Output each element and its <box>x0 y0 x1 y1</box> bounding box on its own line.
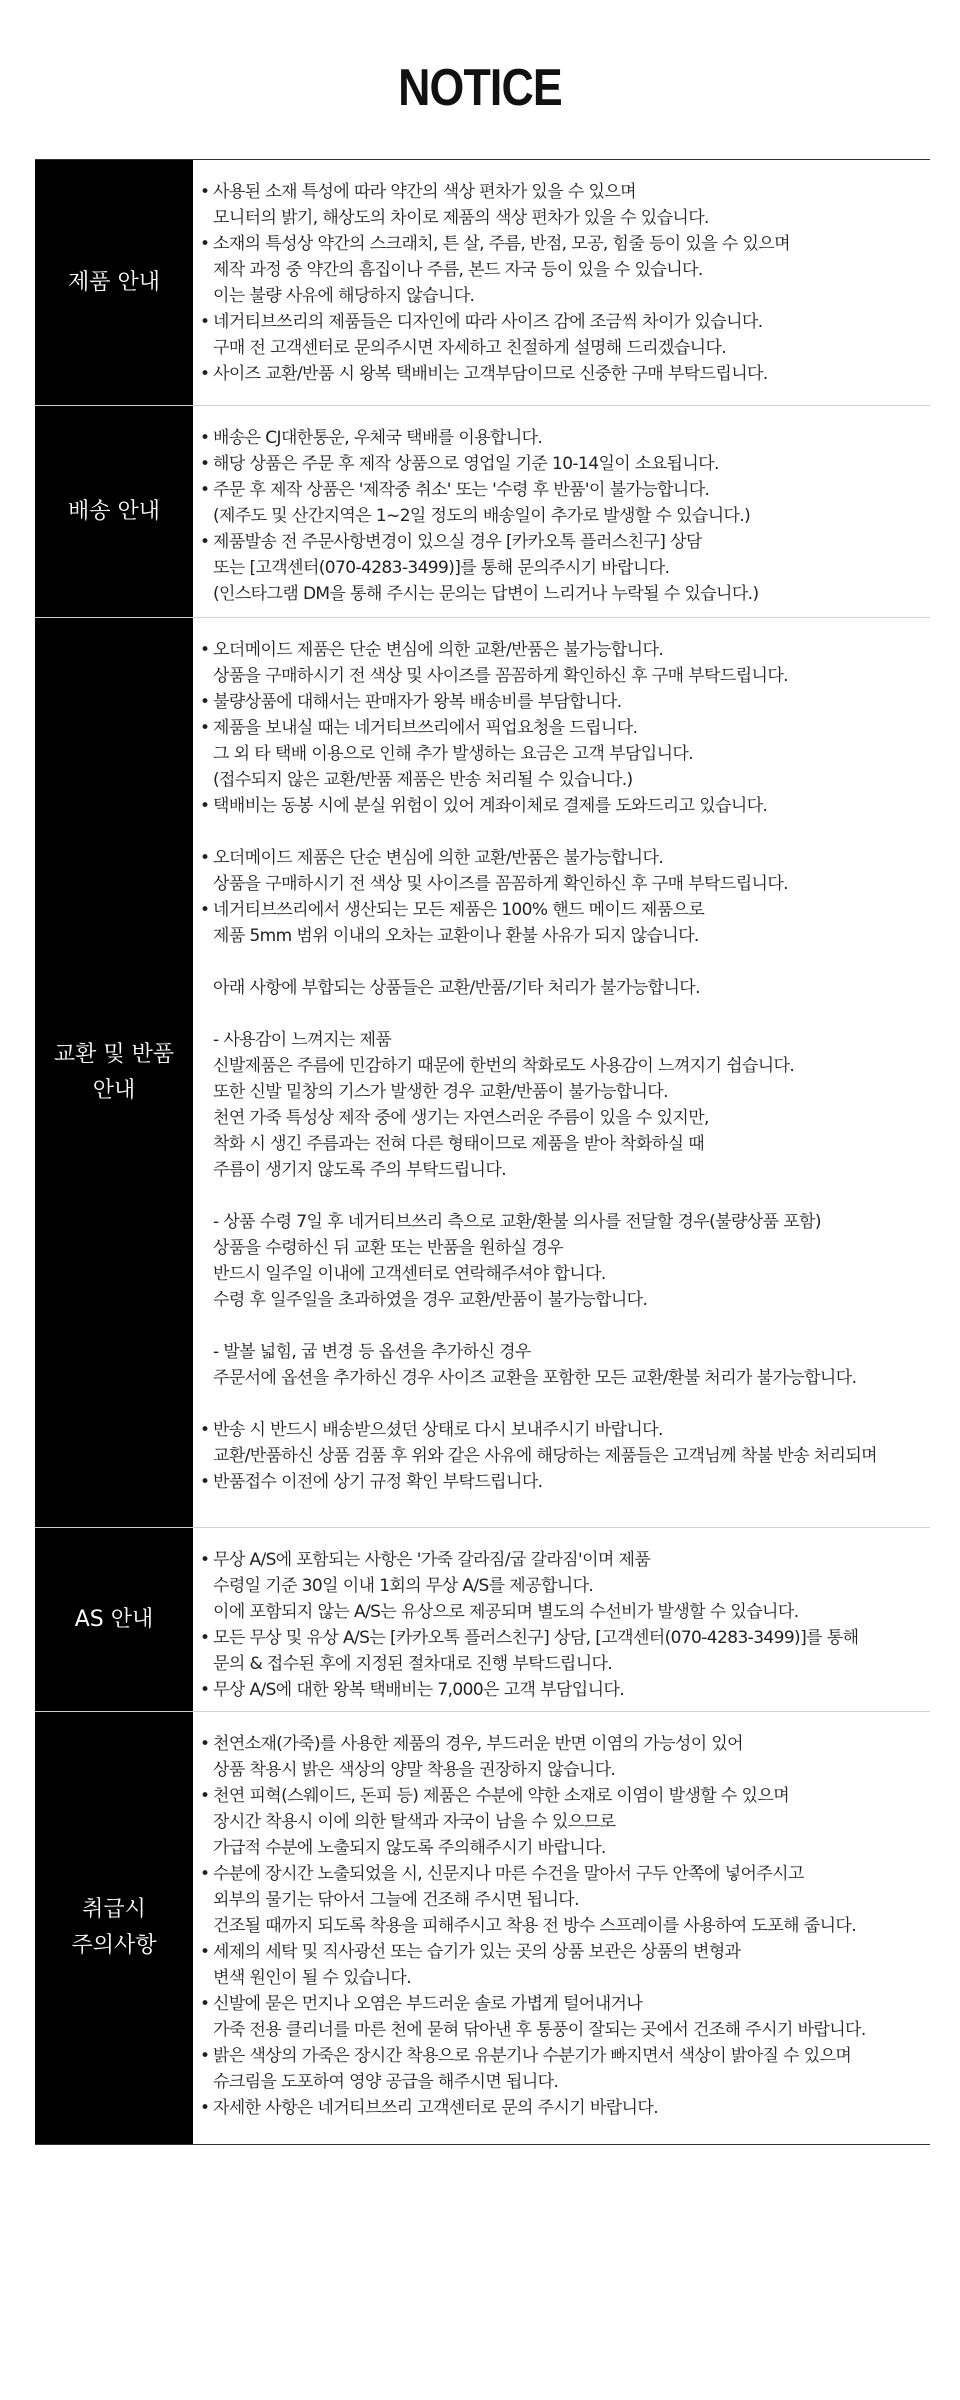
bullet-item: • 천연 피혁(스웨이드, 돈피 등) 제품은 수분에 약한 소재로 이염이 발생할 수 있으며 <box>200 1783 930 1809</box>
section-care-instructions <box>35 1712 930 2144</box>
section-label: AS 안내 <box>35 1528 193 1711</box>
bullet-item: • 무상 A/S에 포함되는 사항은 '가죽 갈라짐/굽 갈라짐'이며 제품 <box>200 1547 930 1573</box>
text-line: 제작 과정 중 약간의 흠집이나 주름, 본드 자국 등이 있을 수 있습니다. <box>213 260 703 280</box>
text-line: (접수되지 않은 교환/반품 제품은 반송 처리될 수 있습니다.) <box>213 770 633 790</box>
text-line: 구매 전 고객센터로 문의주시면 자세하고 친절하게 설명해 드리겠습니다. <box>213 338 727 358</box>
section-content <box>193 1712 930 2144</box>
section-label: 취급시 주의사항 <box>35 1712 193 2144</box>
text-line: 건조될 때까지 되도록 착용을 피해주시고 착용 전 방수 스프레이를 사용하여 도포해 줍니다. <box>213 1916 857 1936</box>
bullet-item: • 신발에 묻은 먼지나 오염은 부드러운 솔로 가볍게 털어내거나 <box>200 1991 930 2017</box>
section-label: 배송 안내 <box>35 406 193 617</box>
bullet-item: • 반품접수 이전에 상기 규정 확인 부탁드립니다. <box>200 1469 930 1495</box>
bullet-item: • 네거티브쓰리의 제품들은 디자인에 따라 사이즈 감에 조금씩 차이가 있습니다. <box>200 309 930 335</box>
text-line: 이에 포함되지 않는 A/S는 유상으로 제공되며 별도의 수선비가 발생할 수 있습니다. <box>213 1602 799 1622</box>
spacer <box>200 1391 930 1417</box>
text-line: 주름이 생기지 않도록 주의 부탁드립니다. <box>213 1160 506 1180</box>
text-line: 상품을 구매하시기 전 색상 및 사이즈를 꼼꼼하게 확인하신 후 구매 부탁드립니다. <box>213 666 788 686</box>
spacer <box>200 949 930 975</box>
bullet-item: • 배송은 CJ대한통운, 우체국 택배를 이용합니다. <box>200 425 930 451</box>
text-line: 문의 & 접수된 후에 지정된 절차대로 진행 부탁드립니다. <box>213 1654 613 1674</box>
text-line: 가급적 수분에 노출되지 않도록 주의해주시기 바랍니다. <box>213 1838 606 1858</box>
bullet-item: • 자세한 사항은 네거티브쓰리 고객센터로 문의 주시기 바랍니다. <box>200 2095 930 2121</box>
text-line: 수령일 기준 30일 이내 1회의 무상 A/S를 제공합니다. <box>213 1576 594 1596</box>
spacer <box>200 1183 930 1209</box>
text-line: (제주도 및 산간지역은 1~2일 정도의 배송일이 추가로 발생할 수 있습니다.) <box>213 506 751 526</box>
text-line: 상품을 구매하시기 전 색상 및 사이즈를 꼼꼼하게 확인하신 후 구매 부탁드립니다. <box>213 874 788 894</box>
section-label: 제품 안내 <box>35 160 193 405</box>
text-line: 모니터의 밝기, 해상도의 차이로 제품의 색상 편차가 있을 수 있습니다. <box>213 208 709 228</box>
bullet-item: • 네거티브쓰리에서 생산되는 모든 제품은 100% 핸드 메이드 제품으로 <box>200 897 930 923</box>
text-line: - 사용감이 느껴지는 제품 <box>213 1030 392 1050</box>
spacer <box>200 1313 930 1339</box>
text-line: 그 외 타 택배 이용으로 인해 추가 발생하는 요금은 고객 부담입니다. <box>213 744 694 764</box>
text-line: 상품을 수령하신 뒤 교환 또는 반품을 원하실 경우 <box>213 1238 564 1258</box>
bullet-item: • 천연소재(가죽)를 사용한 제품의 경우, 부드러운 반면 이염의 가능성이 있어 <box>200 1731 930 1757</box>
bullet-item: • 반송 시 반드시 배송받으셨던 상태로 다시 보내주시기 바랍니다. <box>200 1417 930 1443</box>
text-line: 아래 사항에 부합되는 상품들은 교환/반품/기타 처리가 불가능합니다. <box>213 978 700 998</box>
spacer <box>200 1001 930 1027</box>
section-product-info <box>35 160 930 406</box>
text-line: (인스타그램 DM을 통해 주시는 문의는 답변이 느리거나 누락될 수 있습니다.) <box>213 584 759 604</box>
text-line: 가죽 전용 클리너를 마른 천에 묻혀 닦아낸 후 통풍이 잘되는 곳에서 건조해 주시기 바랍니다. <box>213 2020 866 2040</box>
bullet-item: • 소재의 특성상 약간의 스크래치, 튼 살, 주름, 반점, 모공, 힘줄 등이 있을 수 있으며 <box>200 231 930 257</box>
section-shipping-info <box>35 406 930 618</box>
section-content <box>193 160 930 405</box>
text-line: 상품 착용시 밝은 색상의 양말 착용을 권장하지 않습니다. <box>213 1760 616 1780</box>
bullet-item: • 택배비는 동봉 시에 분실 위험이 있어 계좌이체로 결제를 도와드리고 있습니다. <box>200 793 930 819</box>
text-line: 장시간 착용시 이에 의한 탈색과 자국이 남을 수 있으므로 <box>213 1812 616 1832</box>
text-line: - 상품 수령 7일 후 네거티브쓰리 측으로 교환/환불 의사를 전달할 경우(불량상품 포함) <box>213 1212 821 1232</box>
section-content <box>193 618 930 1527</box>
bullet-item: • 제품발송 전 주문사항변경이 있으실 경우 [카카오톡 플러스친구] 상담 <box>200 529 930 555</box>
bullet-item: • 사이즈 교환/반품 시 왕복 택배비는 고객부담이므로 신중한 구매 부탁드립니다. <box>200 361 930 387</box>
text-line: 이는 불량 사유에 해당하지 않습니다. <box>213 286 475 306</box>
section-label: 교환 및 반품 안내 <box>35 618 193 1527</box>
text-line: 변색 원인이 될 수 있습니다. <box>213 1968 412 1988</box>
text-line: 착화 시 생긴 주름과는 전혀 다른 형태이므로 제품을 받아 착화하실 때 <box>213 1134 705 1154</box>
text-line: 신발제품은 주름에 민감하기 때문에 한번의 착화로도 사용감이 느껴지기 쉽습니다. <box>213 1056 795 1076</box>
bullet-item: • 밝은 색상의 가죽은 장시간 착용으로 유분기나 수분기가 빠지면서 색상이 밝아질 수 있으며 <box>200 2043 930 2069</box>
text-line: 천연 가죽 특성상 제작 중에 생기는 자연스러운 주름이 있을 수 있지만, <box>213 1108 709 1128</box>
bullet-item: • 무상 A/S에 대한 왕복 택배비는 7,000은 고객 부담입니다. <box>200 1677 930 1703</box>
text-line: 또는 [고객센터(070-4283-3499)]를 통해 문의주시기 바랍니다. <box>213 558 670 578</box>
bullet-item: • 오더메이드 제품은 단순 변심에 의한 교환/반품은 불가능합니다. <box>200 637 930 663</box>
text-line: 외부의 물기는 닦아서 그늘에 건조해 주시면 됩니다. <box>213 1890 579 1910</box>
section-exchange-return-info <box>35 618 930 1528</box>
text-line: 반드시 일주일 이내에 고객센터로 연락해주셔야 합니다. <box>213 1264 606 1284</box>
text-line: 주문서에 옵션을 추가하신 경우 사이즈 교환을 포함한 모든 교환/환불 처리가 불가능합니다. <box>213 1368 857 1388</box>
section-as-info <box>35 1528 930 1712</box>
spacer <box>200 819 930 845</box>
notice-table <box>35 159 930 2145</box>
bullet-item: • 수분에 장시간 노출되었을 시, 신문지나 마른 수건을 말아서 구두 안쪽에 넣어주시고 <box>200 1861 930 1887</box>
bullet-item: • 모든 무상 및 유상 A/S는 [카카오톡 플러스친구] 상담, [고객센터(070-4283-3499)]를 통해 <box>200 1625 930 1651</box>
bullet-item: • 제품을 보내실 때는 네거티브쓰리에서 픽업요청을 드립니다. <box>200 715 930 741</box>
text-line: 교환/반품하신 상품 검품 후 위와 같은 사유에 해당하는 제품들은 고객님께 착불 반송 처리되며 <box>213 1446 878 1466</box>
section-content <box>193 1528 930 1711</box>
text-line: 또한 신발 밑창의 기스가 발생한 경우 교환/반품이 불가능합니다. <box>213 1082 668 1102</box>
bullet-item: • 주문 후 제작 상품은 '제작중 취소' 또는 '수령 후 반품'이 불가능합니다. <box>200 477 930 503</box>
bullet-item: • 세제의 세탁 및 직사광선 또는 습기가 있는 곳의 상품 보관은 상품의 변형과 <box>200 1939 930 1965</box>
section-content <box>193 406 930 617</box>
bullet-item: • 사용된 소재 특성에 따라 약간의 색상 편차가 있을 수 있으며 <box>200 179 930 205</box>
bullet-item: • 불량상품에 대해서는 판매자가 왕복 배송비를 부담합니다. <box>200 689 930 715</box>
text-line: 수령 후 일주일을 초과하였을 경우 교환/반품이 불가능합니다. <box>213 1290 648 1310</box>
bullet-item: • 해당 상품은 주문 후 제작 상품으로 영업일 기준 10-14일이 소요됩니다. <box>200 451 930 477</box>
bullet-item: • 오더메이드 제품은 단순 변심에 의한 교환/반품은 불가능합니다. <box>200 845 930 871</box>
text-line: - 발볼 넓힘, 굽 변경 등 옵션을 추가하신 경우 <box>213 1342 531 1362</box>
page-title: NOTICE <box>398 59 562 117</box>
text-line: 슈크림을 도포하여 영양 공급을 해주시면 됩니다. <box>213 2072 559 2092</box>
text-line: 제품 5mm 범위 이내의 오차는 교환이나 환불 사유가 되지 않습니다. <box>213 926 699 946</box>
